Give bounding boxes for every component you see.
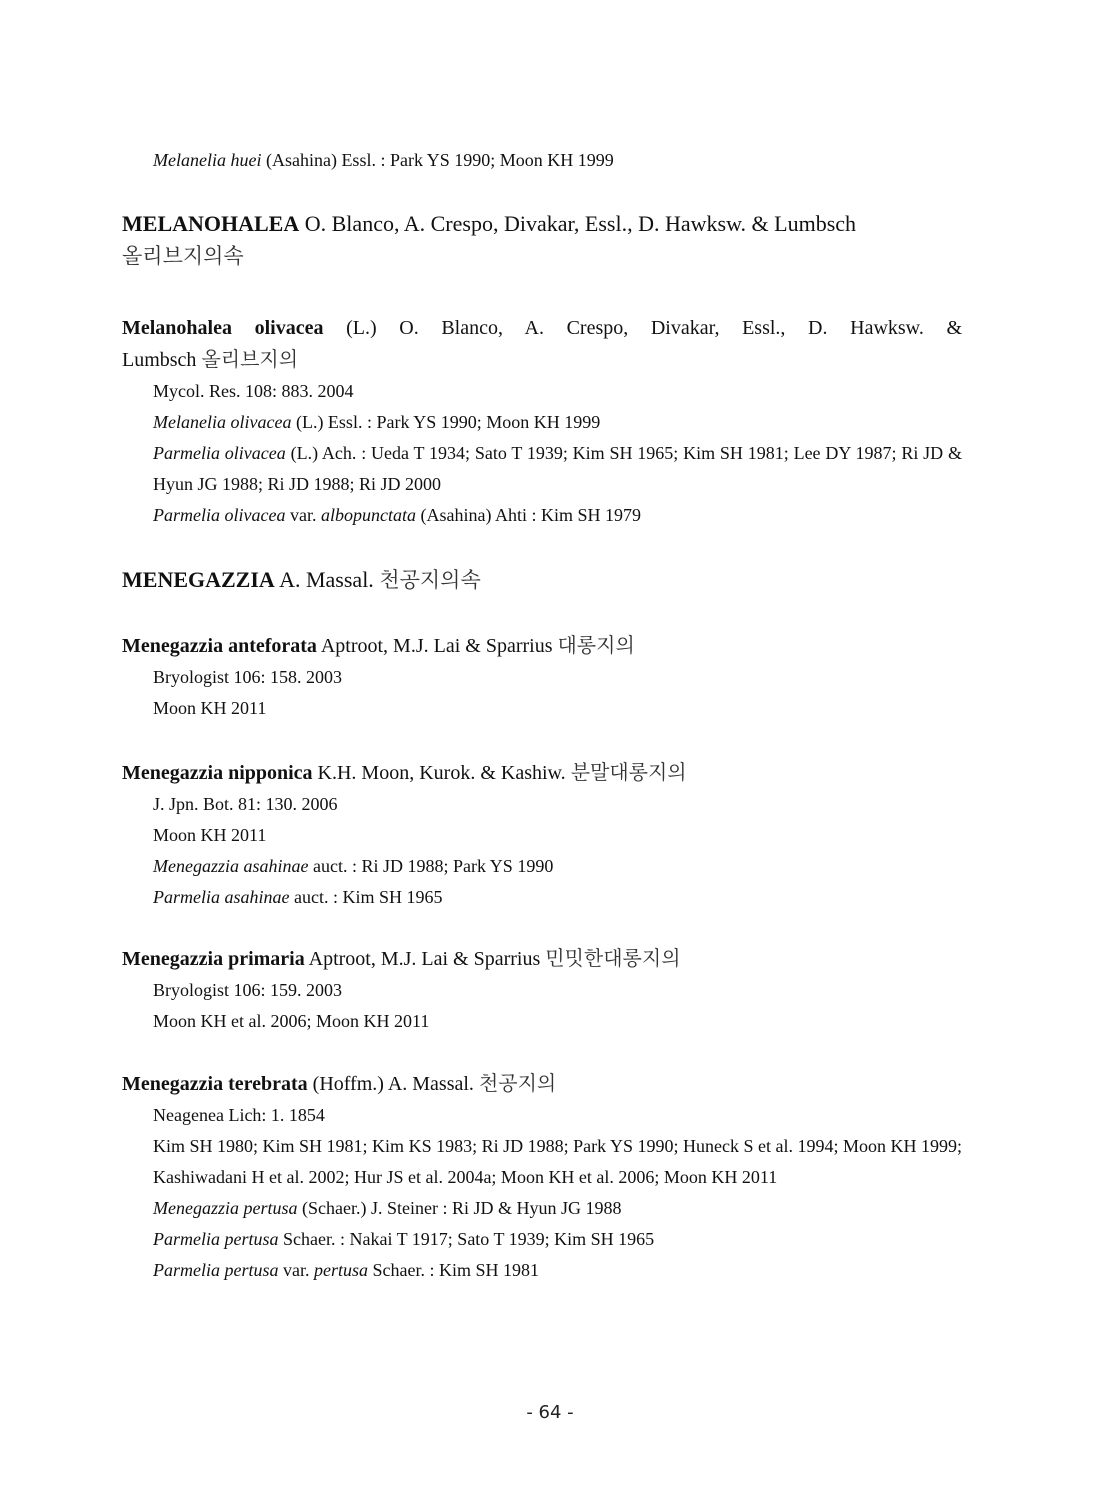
species-heading: Menegazzia terebrata (Hoffm.) A. Massal. 천공지의: [122, 1071, 557, 1095]
species-entry: [122, 630, 962, 724]
reference: Neagenea Lich: 1. 1854: [153, 1105, 325, 1125]
species-entry: [122, 757, 962, 913]
synonym: Parmelia pertusa var. pertusa Schaer. : Kim SH 1981: [153, 1260, 539, 1280]
page-number: - 64 -: [526, 1402, 574, 1423]
reference: Bryologist 106: 159. 2003: [153, 980, 343, 1000]
synonym-line: Melanelia huei (Asahina) Essl. : Park YS 1990; Moon KH 1999: [153, 150, 614, 170]
species-entry: [122, 943, 962, 1037]
synonym: Menegazzia pertusa (Schaer.) J. Steiner : Ri JD & Hyun JG 1988: [153, 1198, 622, 1218]
species-heading: Menegazzia nipponica K.H. Moon, Kurok. & Kashiw. 분말대롱지의: [122, 760, 687, 784]
reference: J. Jpn. Bot. 81: 130. 2006: [153, 794, 338, 814]
record: Moon KH 2011: [153, 698, 267, 718]
species-heading: Menegazzia anteforata Aptroot, M.J. Lai & Sparrius 대롱지의: [122, 633, 635, 657]
species-entry: Melanohalea olivacea (L.) O. Blanco, A. Crespo, Divakar, Essl., D. Hawksw. & Lumbsch 올리브지의 Mycol. Res. 108: 883. 2004 Melanelia olivacea (L.) Essl. : Park YS 1990; Moon KH 1999 Parmelia olivacea (L.) Ach. : Ueda T 1934; Sato T 1939; Kim SH 1965; Kim SH 1981; Lee DY 1987; Ri JD & Hyun JG 1988; Ri JD 1988; Ri JD 2000 Parmelia olivacea var. albopunctata (Asahina) Ahti : Kim SH 1979: [122, 313, 962, 531]
reference: Bryologist 106: 158. 2003: [153, 667, 343, 687]
reference: Mycol. Res. 108: 883. 2004: [153, 381, 354, 401]
synonym: Melanelia olivacea (L.) Essl. : Park YS 1990; Moon KH 1999: [153, 412, 601, 432]
synonym: Menegazzia asahinae auct. : Ri JD 1988; Park YS 1990: [153, 856, 554, 876]
species-entry: [122, 1068, 962, 1286]
record: Kim SH 1980; Kim SH 1981; Kim KS 1983; Ri JD 1988; Park YS 1990; Huneck S et al. 1994; Moon KH 1999; Kashiwadani H et al. 2002; Hur JS et al. 2004a; Moon KH et al. 2006; Moon KH 2011: [153, 1136, 962, 1187]
species-heading: Menegazzia primaria Aptroot, M.J. Lai & Sparrius 민밋한대롱지의: [122, 946, 681, 970]
genus-heading: MELANOHALEA O. Blanco, A. Crespo, Divakar, Essl., D. Hawksw. & Lumbsch 올리브지의속: [122, 211, 857, 268]
synonym: Parmelia asahinae auct. : Kim SH 1965: [153, 887, 443, 907]
synonym: Parmelia olivacea (L.) Ach. : Ueda T 1934; Sato T 1939; Kim SH 1965; Kim SH 1981; Lee DY 1987; Ri JD & Hyun JG 1988; Ri JD 1988; Ri JD 2000: [153, 443, 962, 494]
species-heading: Melanohalea olivacea (L.) O. Blanco, A. Crespo, Divakar, Essl., D. Hawksw. &: [122, 317, 962, 339]
record: Moon KH et al. 2006; Moon KH 2011: [153, 1011, 430, 1031]
synonym: Parmelia olivacea var. albopunctata (Asahina) Ahti : Kim SH 1979: [153, 505, 641, 525]
genus-heading: MENEGAZZIA A. Massal. 천공지의속: [122, 567, 481, 592]
record: Moon KH 2011: [153, 825, 267, 845]
synonym: Parmelia pertusa Schaer. : Nakai T 1917; Sato T 1939; Kim SH 1965: [153, 1229, 655, 1249]
